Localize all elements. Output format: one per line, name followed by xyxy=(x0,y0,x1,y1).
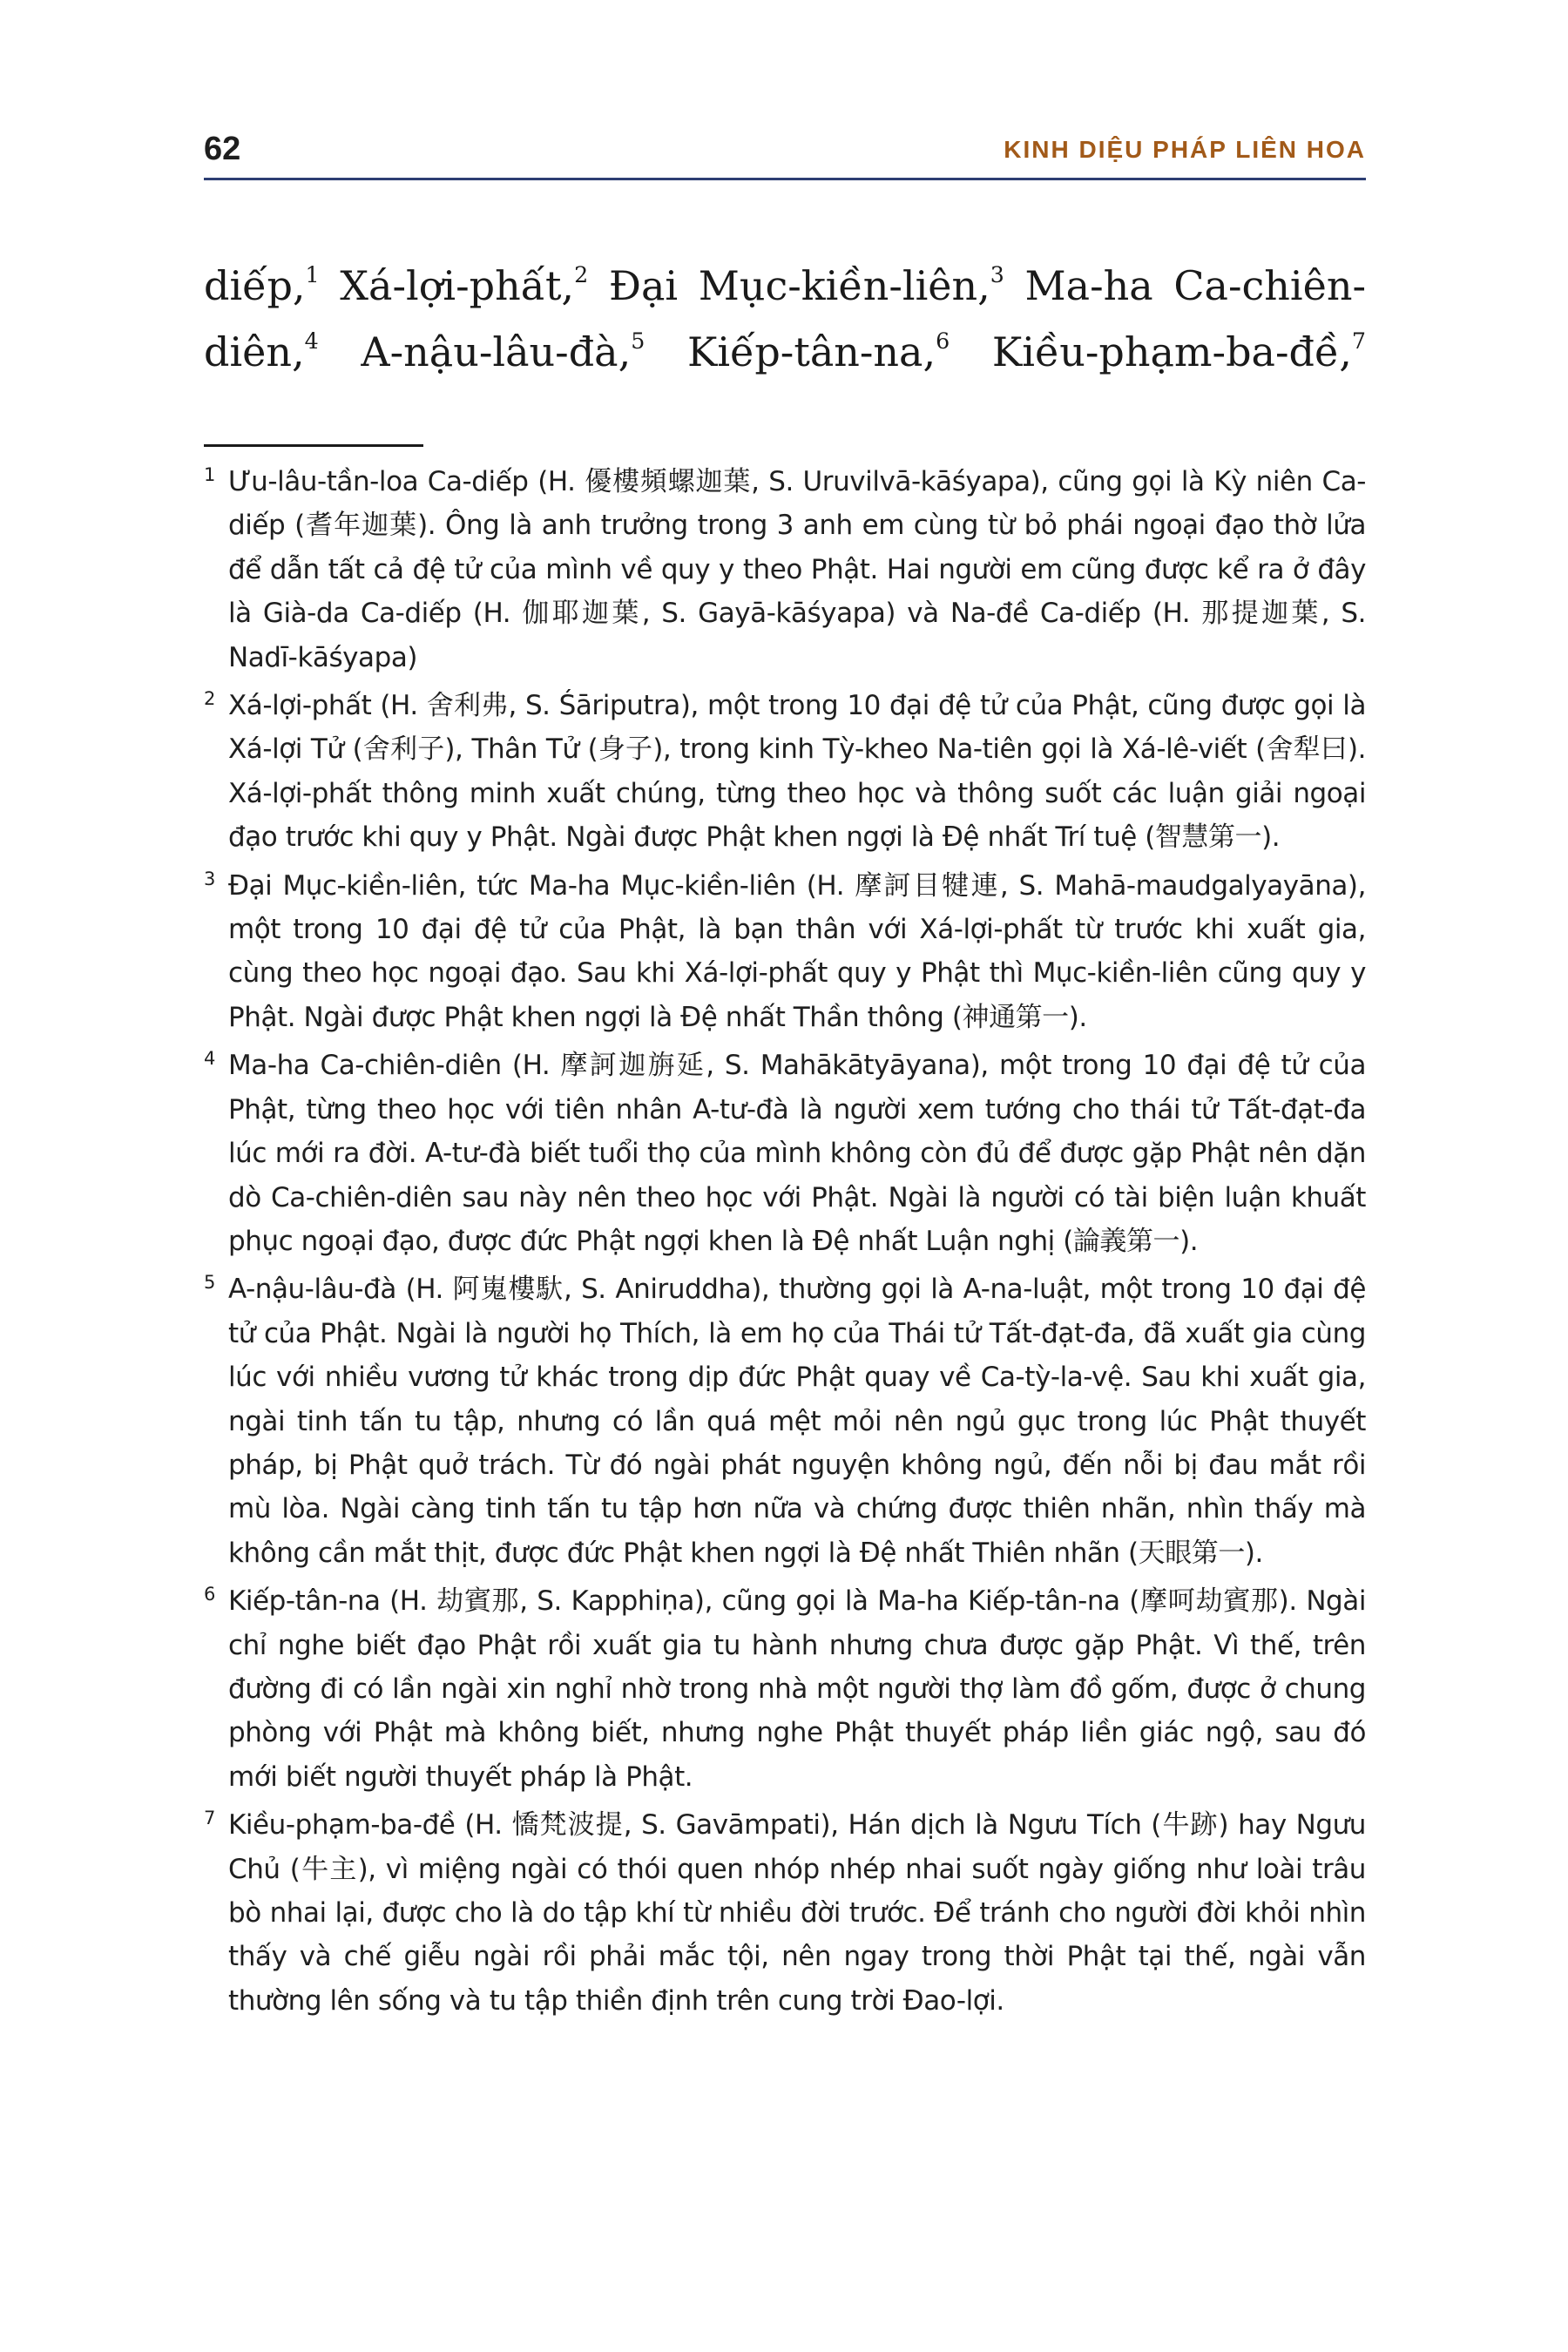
footnote-5 xyxy=(204,1267,1366,1575)
body-text-segment: Xá-lợi-phất, xyxy=(319,262,575,309)
footnote-text: Xá-lợi-phất (H. 舍利弗, S. Śāriputra), một trong 10 đại đệ tử của Phật, cũng được gọi là Xá-lợi Tử (舍利子), Thân Tử (身子), trong kinh Tỳ-kheo Na-tiên gọi là Xá-lê-viết (舍犁曰). Xá-lợi-phất thông minh xuất chúng, từng theo học và thông suốt các luận giải ngoại đạo trước khi quy y Phật. Ngài được Phật khen ngợi là Đệ nhất Trí tuệ (智慧第一). xyxy=(228,690,1366,854)
body-text-segment: diếp, xyxy=(204,262,306,309)
header-rule xyxy=(204,178,1366,180)
footnote-number: 1 xyxy=(204,464,215,485)
footnote-text: Ưu-lâu-tần-loa Ca-diếp (H. 優樓頻螺迦葉, S. Uruvilvā-kāśyapa), cũng gọi là Kỳ niên Ca-diếp (耆年迦葉). Ông là anh trưởng trong 3 anh em cùng từ bỏ phái ngoại đạo thờ lửa để dẫn tất cả đệ tử của mình về quy y theo Phật. Hai người em cũng được kể ra ở đây là Già-da Ca-diếp (H. 伽耶迦葉, S. Gayā-kāśyapa) và Na-đề Ca-diếp (H. 那提迦葉, S. Nadī-kāśyapa) xyxy=(228,466,1366,673)
footnote-text: A-nậu-lâu-đà (H. 阿嵬樓馱, S. Aniruddha), thường gọi là A-na-luật, một trong 10 đại đệ tử của Phật. Ngài là người họ Thích, là em họ của Thái tử Tất-đạt-đa, đã xuất gia cùng lúc với nhiều vương tử khác trong dịp đức Phật quay về Ca-tỳ-la-vệ. Sau khi xuất gia, ngài tinh tấn tu tập, nhưng có lần quá mệt mỏi nên ngủ gục trong lúc Phật thuyết pháp, bị Phật quở trách. Từ đó ngài phát nguyện không ngủ, đến nỗi bị đau mắt rồi mù lòa. Ngài càng tinh tấn tu tập hơn nữa và chứng được thiên nhãn, nhìn thấy mà không cần mắt thịt, được đức Phật khen ngợi là Đệ nhất Thiên nhãn (天眼第一). xyxy=(228,1274,1366,1569)
footnote-text: Ma-ha Ca-chiên-diên (H. 摩訶迦旃延, S. Mahākātyāyana), một trong 10 đại đệ tử của Phật, từng theo học với tiên nhân A-tư-đà là người xem tướng cho thái tử Tất-đạt-đa lúc mới ra đời. A-tư-đà biết tuổi thọ của mình không còn đủ để được gặp Phật nên dặn dò Ca-chiên-diên sau này nên theo học với Phật. Ngài là người có tài biện luận khuất phục ngoại đạo, được đức Phật ngợi khen là Đệ nhất Luận nghị (論義第一). xyxy=(228,1050,1366,1257)
footnote-number: 6 xyxy=(204,1584,215,1605)
footnote-number: 2 xyxy=(204,688,215,710)
footnote-ref: 1 xyxy=(305,261,320,287)
footnote-number: 7 xyxy=(204,1808,215,1829)
page-header xyxy=(204,122,1366,183)
body-text-segment: Kiều-phạm-ba-đề, xyxy=(950,328,1352,375)
body-text-segment: Kiếp-tân-na, xyxy=(645,328,936,375)
running-title: KINH DIỆU PHÁP LIÊN HOA xyxy=(1004,136,1366,163)
body-text-segment: A-nậu-lâu-đà, xyxy=(318,328,632,375)
footnote-number: 5 xyxy=(204,1272,215,1294)
footnote-7 xyxy=(204,1803,1366,2023)
body-text-segment: Ma-ha Ca-chiên- xyxy=(1004,262,1366,309)
body-text-segment: diên, xyxy=(204,328,305,375)
footnote-number: 4 xyxy=(204,1048,215,1070)
main-body-text xyxy=(204,253,1366,385)
footnote-text: Đại Mục-kiền-liên, tức Ma-ha Mục-kiền-liên (H. 摩訶目犍連, S. Mahā-maudgalyayāna), một trong 10 đại đệ tử của Phật, là bạn thân với Xá-lợi-phất từ trước khi xuất gia, cùng theo học ngoại đạo. Sau khi Xá-lợi-phất quy y Phật thì Mục-kiền-liên cũng quy y Phật. Ngài được Phật khen ngợi là Đệ nhất Thần thông (神通第一). xyxy=(228,869,1366,1033)
footnote-text: Kiều-phạm-ba-đề (H. 憍梵波提, S. Gavāmpati), Hán dịch là Ngưu Tích (牛跡) hay Ngưu Chủ (牛主), vì miệng ngài có thói quen nhóp nhép nhai suốt ngày giống như loài trâu bò nhai lại, được cho là do tập khí từ nhiều đời trước. Để tránh cho người đời khỏi nhìn thấy và chế giễu ngài rồi phải mắc tội, nên ngay trong thời Phật tại thế, ngài vẫn thường lên sống và tu tập thiền định trên cung trời Đao-lợi. xyxy=(228,1809,1366,2017)
body-line-2 xyxy=(204,319,1366,385)
footnote-2 xyxy=(204,684,1366,860)
footnote-text: Kiếp-tân-na (H. 劫賓那, S. Kapphiṇa), cũng gọi là Ma-ha Kiếp-tân-na (摩呵劫賓那). Ngài chỉ nghe biết đạo Phật rồi xuất gia tu hành nhưng chưa được gặp Phật. Vì thế, trên đường đi có lần ngài xin nghỉ nhờ trong nhà một người thợ làm đồ gốm, được ở chung phòng với Phật mà không biết, nhưng nghe Phật thuyết pháp liền giác ngộ, sau đó mới biết người thuyết pháp là Phật. xyxy=(228,1585,1366,1793)
footnote-4 xyxy=(204,1044,1366,1263)
footnote-ref: 2 xyxy=(574,261,589,287)
footnote-ref: 3 xyxy=(990,261,1004,287)
footnote-1 xyxy=(204,460,1366,679)
footnote-3 xyxy=(204,864,1366,1040)
body-text-segment: Đại Mục-kiền-liên, xyxy=(588,262,990,309)
footnote-number: 3 xyxy=(204,868,215,889)
footnote-ref: 4 xyxy=(304,328,319,354)
footnote-ref: 7 xyxy=(1351,328,1366,354)
footnote-ref: 5 xyxy=(631,328,645,354)
footnote-6 xyxy=(204,1579,1366,1799)
footnotes-section xyxy=(204,460,1366,2027)
footnote-ref: 6 xyxy=(936,328,950,354)
page-number: 62 xyxy=(204,131,241,167)
body-line-1 xyxy=(204,253,1366,319)
footnote-separator xyxy=(204,444,423,447)
